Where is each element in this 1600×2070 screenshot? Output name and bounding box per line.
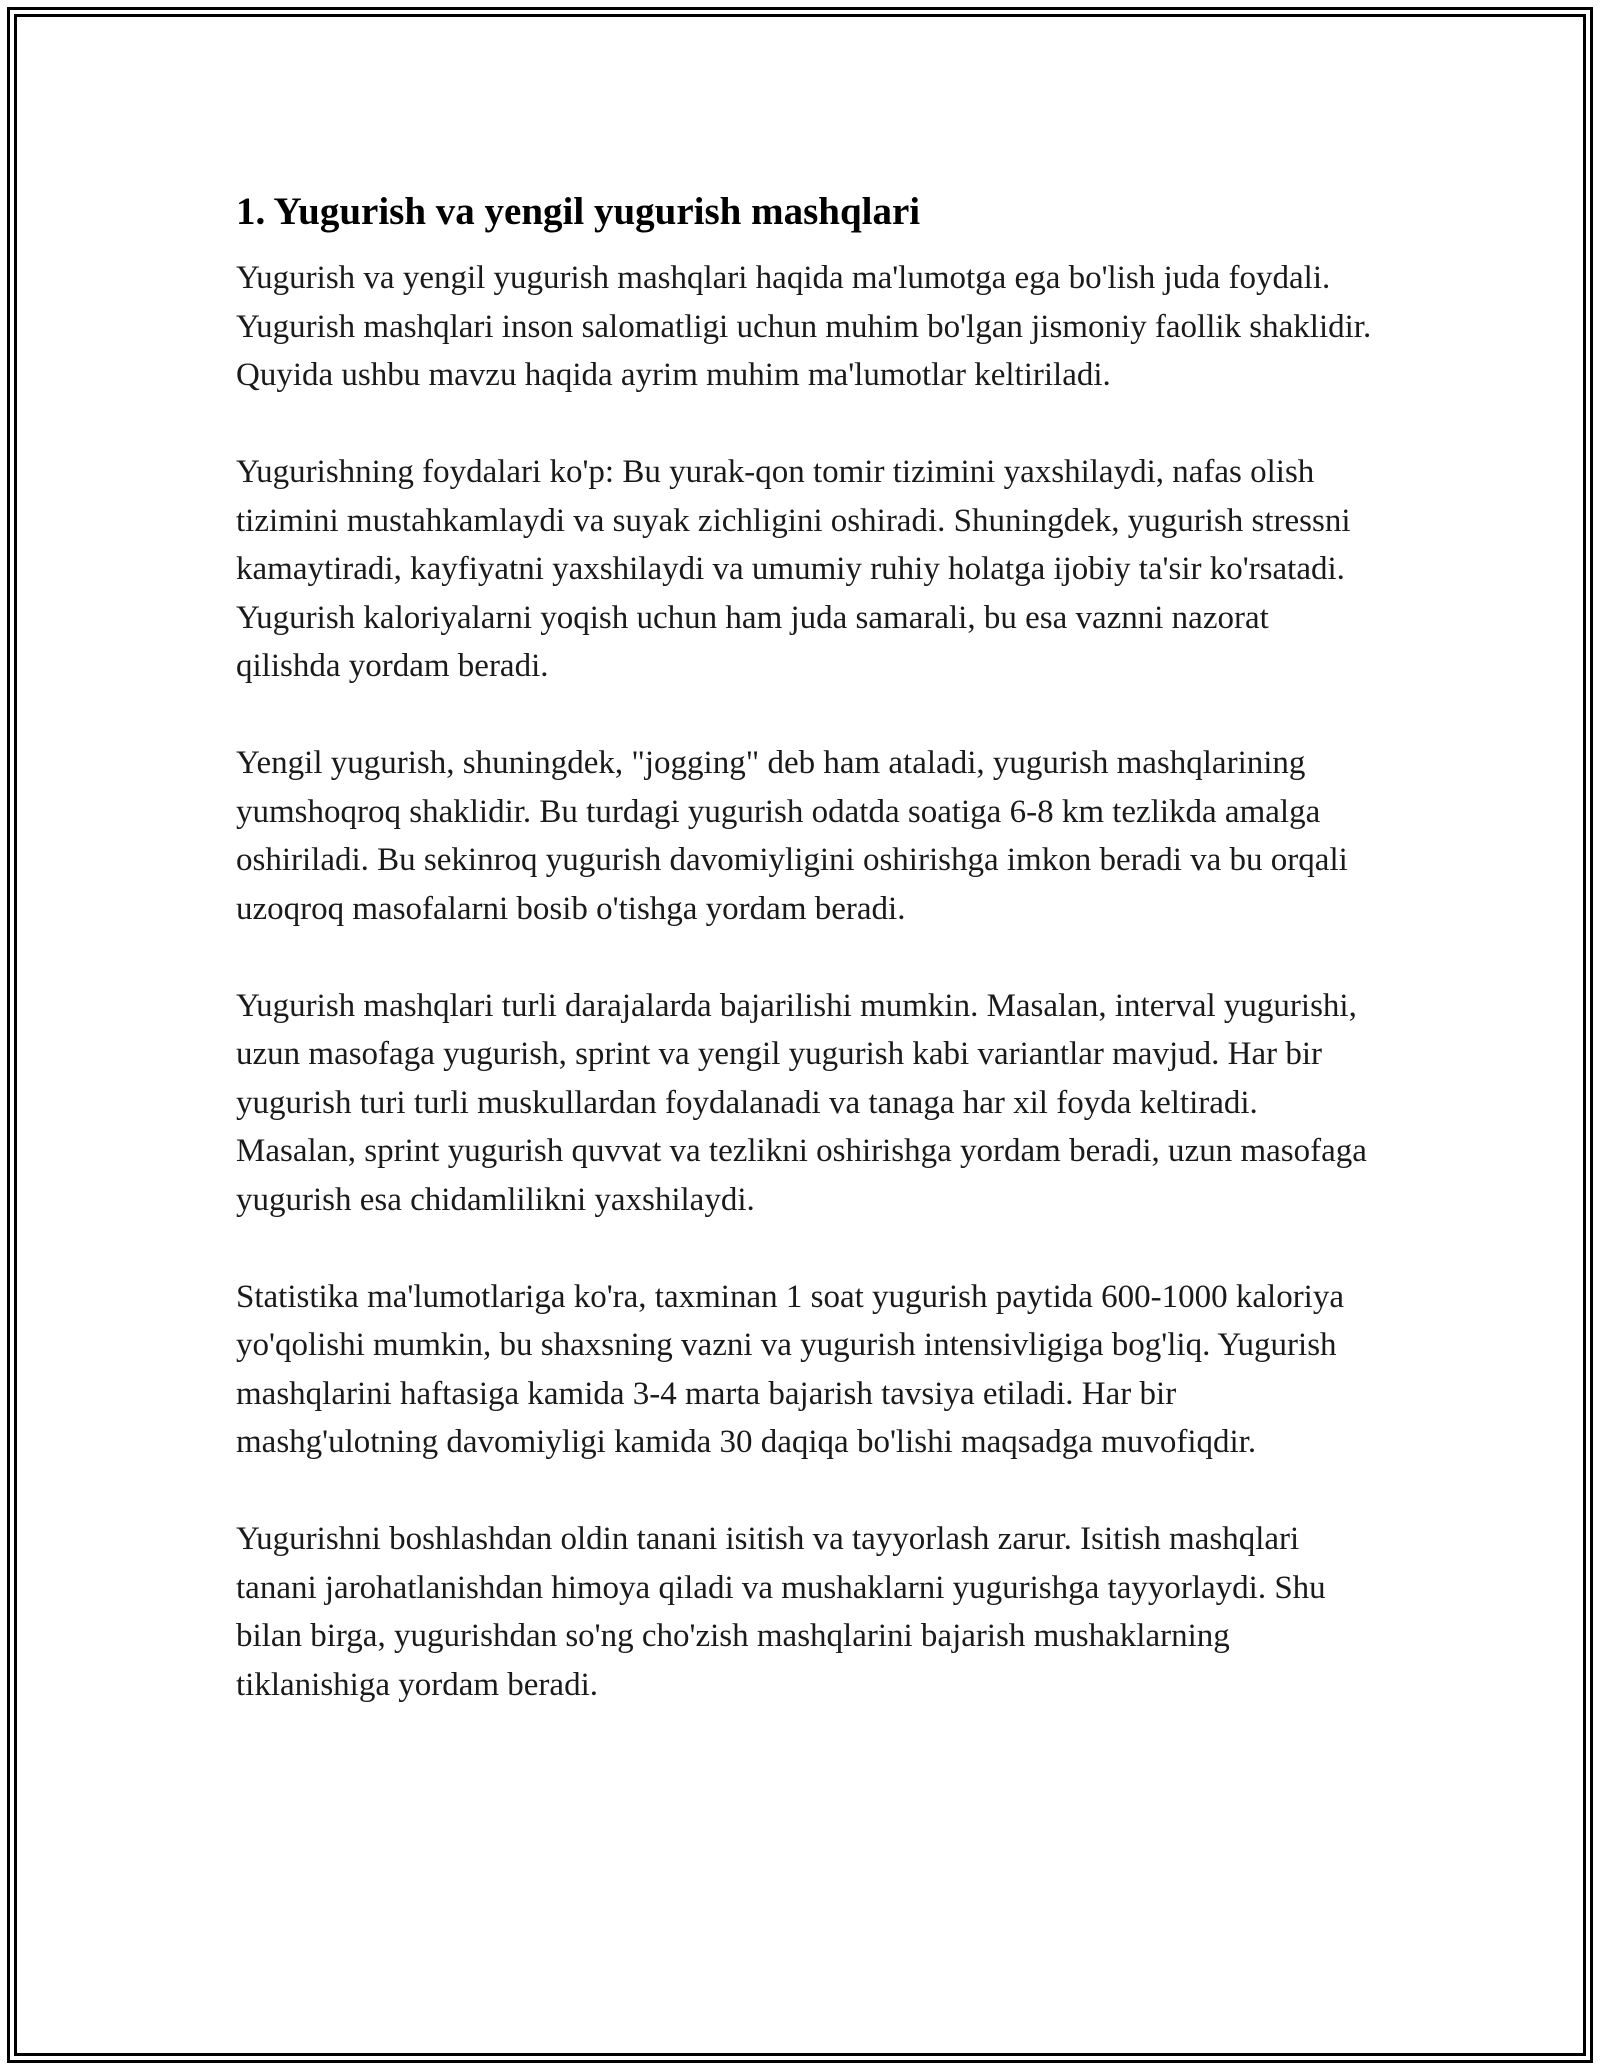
paragraph-benefits: Yugurishning foydalari ko'p: Bu yurak-qon tomir tizimini yaxshilaydi, nafas olish tizimini mustahkamlaydi va suyak zichligini oshiradi. Shuningdek, yugurish stressni kamaytiradi, kayfiyatni yaxshilaydi va umumiy ruhiy holatga ijobiy ta'sir ko'rsatadi. Yugurish kaloriyalarni yoqish uchun ham juda samarali, bu esa vaznni nazorat qilishda yordam beradi. bbox=[236, 454, 1351, 684]
paragraph-warmup: Yugurishni boshlashdan oldin tanani isitish va tayyorlash zarur. Isitish mashqlari tanani jarohatlanishdan himoya qiladi va mushaklarni yugurishga tayyorlaydi. Shu bilan birga, yugurishdan so'ng cho'zish mashqlarini bajarish mushaklarning tiklanishiga yordam beradi. bbox=[236, 1521, 1326, 1703]
paragraph-intro: Yugurish va yengil yugurish mashqlari haqida ma'lumotga ega bo'lish juda foydali. Yugurish mashqlari inson salomatligi uchun muhim bo'lgan jismoniy faollik shaklidir. Quyida ushbu mavzu haqida ayrim muhim ma'lumotlar keltiriladi. bbox=[236, 260, 1372, 393]
section-heading: 1. Yugurish va yengil yugurish mashqlari bbox=[236, 190, 921, 233]
paragraph-statistics: Statistika ma'lumotlariga ko'ra, taxminan 1 soat yugurish paytida 600-1000 kaloriya yo'qolishi mumkin, bu shaxsning vazni va yugurish intensivligiga bog'liq. Yugurish mashqlarini haftasiga kamida 3-4 marta bajarish tavsiya etiladi. Har bir mashg'ulotning davomiyligi kamida 30 daqiqa bo'lishi maqsadga muvofiqdir. bbox=[236, 1278, 1344, 1460]
document-body bbox=[236, 184, 1376, 1709]
paragraph-jogging: Yengil yugurish, shuningdek, "jogging" deb ham ataladi, yugurish mashqlarining yumshoqroq shaklidir. Bu turdagi yugurish odatda soatiga 6-8 km tezlikda amalga oshiriladi. Bu sekinroq yugurish davomiyligini oshirishga imkon beradi va bu orqali uzoqroq masofalarni bosib o'tishga yordam beradi. bbox=[236, 745, 1348, 927]
paragraph-running-types: Yugurish mashqlari turli darajalarda bajarilishi mumkin. Masalan, interval yugurishi, uzun masofaga yugurish, sprint va yengil yugurish kabi variantlar mavjud. Har bir yugurish turi turli muskullardan foydalanadi va tanaga har xil foyda keltiradi. Masalan, sprint yugurish quvvat va tezlikni oshirishga yordam beradi, uzun masofaga yugurish esa chidamlilikni yaxshilaydi. bbox=[236, 987, 1367, 1218]
